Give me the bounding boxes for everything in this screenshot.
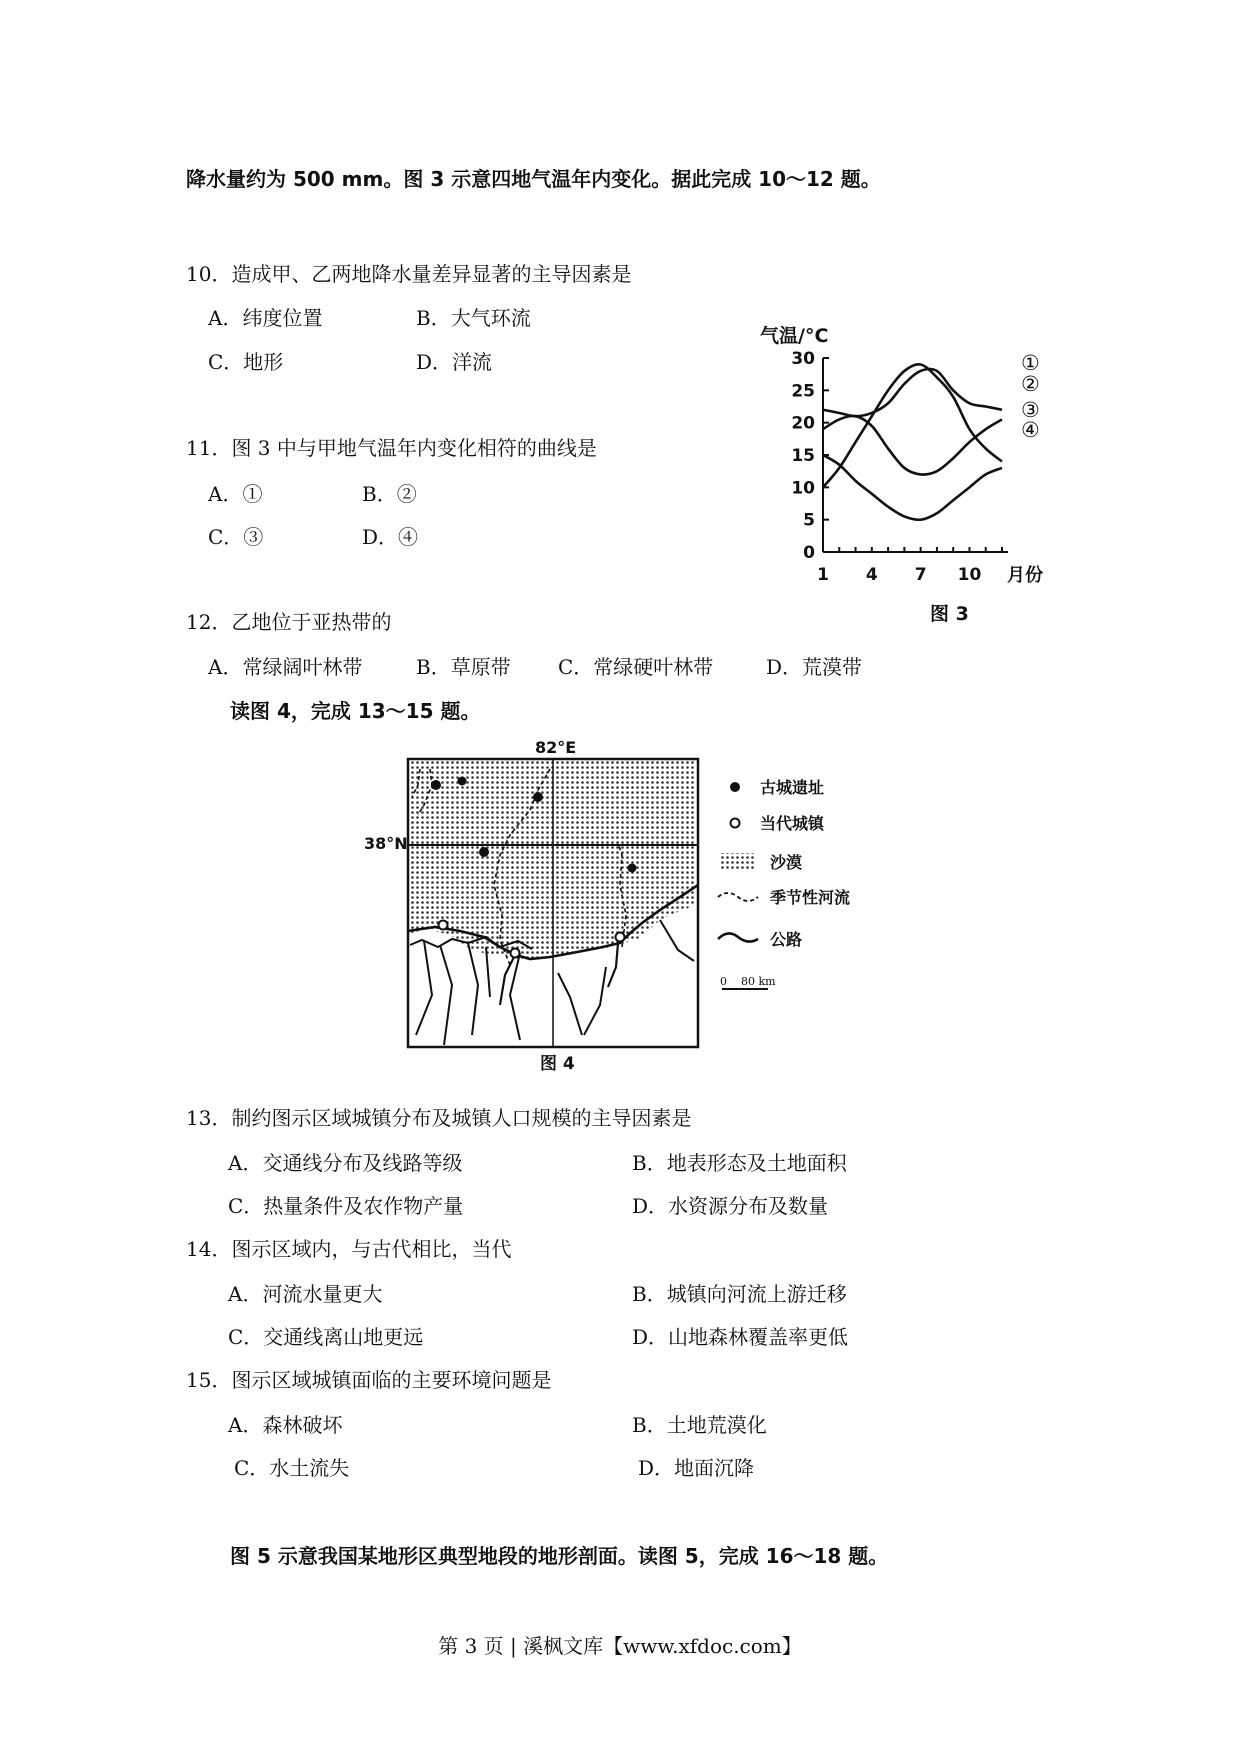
fig3-ytick-label: 10 bbox=[791, 478, 815, 499]
fig3-curve-1 bbox=[823, 369, 1002, 416]
q14-option-d[interactable]: D．山地森林覆盖率更低 bbox=[632, 1325, 849, 1349]
lead-figure-4: 读图 4，完成 13～15 题。 bbox=[230, 699, 481, 723]
q14-option-c[interactable]: C．交通线离山地更远 bbox=[228, 1325, 424, 1349]
question-13-stem: 13．制约图示区域城镇分布及城镇人口规模的主导因素是 bbox=[186, 1106, 692, 1130]
question-15-stem: 15．图示区域城镇面临的主要环境问题是 bbox=[186, 1368, 552, 1392]
fig3-curve-4 bbox=[823, 455, 1002, 520]
fig3-xtick-label: 10 bbox=[957, 565, 982, 585]
figure-3-chart bbox=[740, 320, 1070, 630]
modern-town-2 bbox=[511, 949, 520, 958]
q14-option-b[interactable]: B．城镇向河流上游迁移 bbox=[632, 1282, 847, 1306]
legend-scale-label: 0 80 km bbox=[720, 975, 776, 988]
q15-option-d[interactable]: D．地面沉降 bbox=[638, 1456, 755, 1480]
q12-option-b[interactable]: B．草原带 bbox=[416, 655, 511, 679]
legend-road-symbol bbox=[718, 933, 758, 941]
fig4-caption: 图 4 bbox=[540, 1054, 575, 1074]
q12-option-d[interactable]: D．荒漠带 bbox=[766, 655, 863, 679]
question-12-stem: 12．乙地位于亚热带的 bbox=[186, 610, 392, 634]
figure-4-map bbox=[360, 735, 890, 1075]
fig3-ytick-label: 0 bbox=[803, 543, 815, 563]
fig3-ylabel: 气温/°C bbox=[760, 325, 829, 347]
ancient-ruin-3 bbox=[479, 847, 489, 857]
page-footer: 第 3 页 | 溪枫文库【www.xfdoc.com】 bbox=[438, 1634, 802, 1658]
q10-option-a[interactable]: A．纬度位置 bbox=[208, 306, 323, 330]
fig3-ytick-label: 5 bbox=[803, 510, 815, 531]
q10-option-c[interactable]: C．地形 bbox=[208, 350, 284, 374]
fig3-curve-label: ① bbox=[1021, 351, 1040, 375]
fig3-curve-label: ③ bbox=[1021, 398, 1040, 422]
legend-town-label: 当代城镇 bbox=[760, 814, 825, 833]
legend-river-label: 季节性河流 bbox=[770, 888, 851, 907]
legend-desert-symbol bbox=[720, 853, 756, 871]
question-10-stem: 10．造成甲、乙两地降水量差异显著的主导因素是 bbox=[186, 262, 632, 286]
q10-option-d[interactable]: D．洋流 bbox=[416, 350, 493, 374]
legend-ruin-symbol bbox=[730, 782, 740, 792]
modern-town-3 bbox=[616, 933, 625, 942]
modern-town-1 bbox=[439, 921, 448, 930]
fig3-xtick-label: 1 bbox=[817, 565, 829, 585]
q12-option-a[interactable]: A．常绿阔叶林带 bbox=[208, 655, 363, 679]
q11-option-a[interactable]: A．① bbox=[208, 482, 263, 506]
lat-label: 38°N bbox=[364, 834, 408, 853]
fig3-xtick-label: 4 bbox=[865, 565, 878, 585]
q13-option-b[interactable]: B．地表形态及土地面积 bbox=[632, 1151, 847, 1175]
q14-option-a[interactable]: A．河流水量更大 bbox=[228, 1282, 383, 1306]
fig3-curve-2 bbox=[823, 416, 1002, 475]
q12-option-c[interactable]: C．常绿硬叶林带 bbox=[558, 655, 714, 679]
ancient-ruin-1 bbox=[431, 780, 441, 790]
legend-town-symbol bbox=[731, 819, 740, 828]
q13-option-a[interactable]: A．交通线分布及线路等级 bbox=[228, 1151, 463, 1175]
legend-river-symbol bbox=[718, 893, 758, 901]
ancient-ruin-2 bbox=[458, 777, 467, 786]
question-11-stem: 11．图 3 中与甲地气温年内变化相符的曲线是 bbox=[186, 436, 597, 460]
q13-option-d[interactable]: D．水资源分布及数量 bbox=[632, 1194, 829, 1218]
q15-option-a[interactable]: A．森林破坏 bbox=[228, 1413, 343, 1437]
fig3-curve-3 bbox=[823, 364, 1002, 487]
q15-option-b[interactable]: B．土地荒漠化 bbox=[632, 1413, 767, 1437]
fig3-ytick-label: 25 bbox=[791, 381, 815, 402]
q11-option-d[interactable]: D．④ bbox=[362, 525, 419, 549]
fig3-xunit: 月份 bbox=[1007, 565, 1043, 586]
legend-desert-label: 沙漠 bbox=[770, 853, 803, 872]
q15-option-c[interactable]: C．水土流失 bbox=[234, 1456, 350, 1480]
legend-road-label: 公路 bbox=[770, 930, 803, 949]
fig3-caption: 图 3 bbox=[930, 603, 969, 625]
fig3-xtick-label: 7 bbox=[914, 565, 927, 585]
q11-option-b[interactable]: B．② bbox=[362, 482, 417, 506]
fig3-ytick-label: 15 bbox=[791, 446, 815, 466]
ancient-ruin-5 bbox=[628, 864, 637, 873]
fig3-ytick-label: 20 bbox=[791, 413, 815, 434]
q13-option-c[interactable]: C．热量条件及农作物产量 bbox=[228, 1194, 464, 1218]
lon-label: 82°E bbox=[535, 738, 577, 757]
legend-ruin-label: 古城遗址 bbox=[760, 778, 825, 797]
fig3-ytick-label: 30 bbox=[791, 349, 815, 369]
ancient-ruin-4 bbox=[533, 792, 543, 802]
q11-option-c[interactable]: C．③ bbox=[208, 525, 264, 549]
lead-figure-5: 图 5 示意我国某地形区典型地段的地形剖面。读图 5，完成 16～18 题。 bbox=[230, 1544, 889, 1568]
intro-text: 降水量约为 500 mm。图 3 示意四地气温年内变化。据此完成 10～12 题。 bbox=[186, 167, 881, 191]
question-14-stem: 14．图示区域内，与古代相比，当代 bbox=[186, 1237, 512, 1261]
fig3-curve-label: ④ bbox=[1021, 418, 1040, 442]
q10-option-b[interactable]: B．大气环流 bbox=[416, 306, 531, 330]
fig3-curve-label: ② bbox=[1021, 372, 1040, 396]
